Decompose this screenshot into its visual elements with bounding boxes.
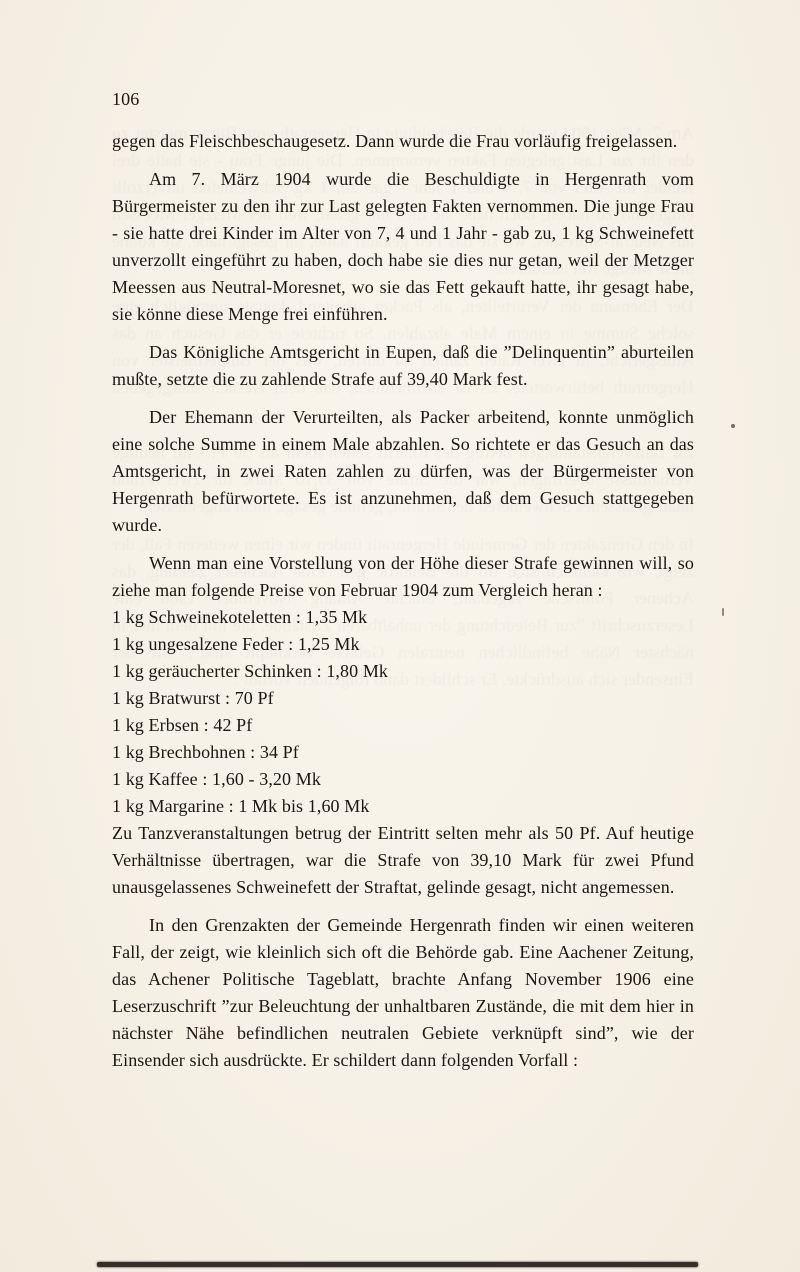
price-line: 1 kg Brechbohnen : 34 Pf [112, 742, 299, 762]
page-text-block [112, 86, 694, 1074]
price-line: 1 kg Erbsen : 42 Pf [112, 715, 253, 735]
scan-speck [731, 424, 735, 428]
paragraph: In den Grenzakten der Gemeinde Hergenrath finden wir einen weiteren Fall, der zeigt, wie kleinlich sich oft die Behörde gab. Eine Aachener Zeitung, das Achener Politische Tageblatt, brachte Anfang November 1906 eine Leserzuschrift ”zur Beleuchtung der unhaltbaren Zustände, die mit dem hier in nächster Nähe befindlichen neutralen Gebiete verknüpft sind”, wie der Einsender sich ausdrückte. Er schildert dann folgenden Vorfall : [112, 915, 694, 1070]
price-line: 1 kg Bratwurst : 70 Pf [112, 688, 274, 708]
paragraph-continuation: gegen das Fleischbeschaugesetz. Dann wurde die Frau vorläufig freigelassen. [112, 131, 678, 151]
scan-speck [722, 608, 724, 616]
paragraph: Der Ehemann der Verurteilten, als Packer arbeitend, konnte unmöglich eine solche Summe in einem Male abzahlen. So richtete er das Gesuch an das Amtsgericht, in zwei Raten zahlen zu dürfen, was der Bürgermeister von Hergenrath befürwortete. Es ist anzunehmen, daß dem Gesuch stattgegeben wurde. [112, 407, 694, 535]
paragraph-price-list-outro: Zu Tanzveranstaltungen betrug der Eintritt selten mehr als 50 Pf. Auf heutige Verhältnisse übertragen, war die Strafe von 39,10 Mark für zwei Pfund unausgelassenes Schweinefett der Straftat, gelinde gesagt, nicht angemessen. [112, 823, 694, 897]
paragraph-price-list-intro: Wenn man eine Vorstellung von der Höhe dieser Strafe gewinnen will, so ziehe man folgende Preise von Februar 1904 zum Vergleich heran : [112, 553, 694, 600]
price-line: 1 kg Schweinekoteletten : 1,35 Mk [112, 607, 368, 627]
price-line: 1 kg geräucherter Schinken : 1,80 Mk [112, 661, 389, 681]
paragraph: Am 7. März 1904 wurde die Beschuldigte in Hergenrath vom Bürgermeister zu den ihr zur Last gelegten Fakten vernommen. Die junge Frau - sie hatte drei Kinder im Alter von 7, 4 und 1 Jahr - gab zu, 1 kg Schweinefett unverzollt eingeführt zu haben, doch habe sie dies nur getan, weil der Metzger Meessen aus Neutral-Moresnet, wo sie das Fett gekauft hatte, ihr gesagt habe, sie könne diese Menge frei einführen. [112, 169, 694, 324]
paragraph: Das Königliche Amtsgericht in Eupen, daß die ”Delinquentin” aburteilen mußte, setzte die zu zahlende Strafe auf 39,40 Mark fest. [112, 342, 694, 389]
price-line: 1 kg Margarine : 1 Mk bis 1,60 Mk [112, 796, 370, 816]
price-line: 1 kg ungesalzene Feder : 1,25 Mk [112, 634, 360, 654]
price-line: 1 kg Kaffee : 1,60 - 3,20 Mk [112, 769, 321, 789]
scan-edge-artifact [97, 1262, 698, 1267]
page-number: 106 [112, 89, 140, 109]
